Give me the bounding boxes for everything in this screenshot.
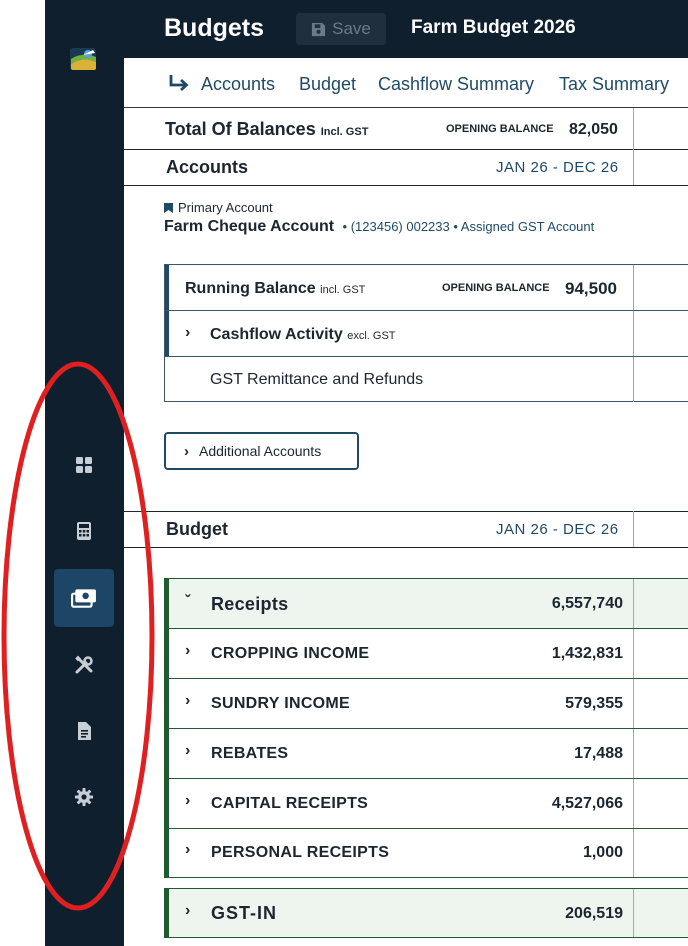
tools-icon — [74, 655, 94, 675]
gst-in-value: 206,519 — [565, 905, 623, 922]
chevron-right-icon: › — [185, 642, 191, 659]
tab-cashflow-summary[interactable]: Cashflow Summary — [378, 74, 535, 94]
budget-row-sundry-income[interactable] — [165, 679, 688, 729]
save-label: Save — [332, 19, 371, 38]
budget-row-cropping-income[interactable] — [165, 629, 688, 679]
budget-row-value: 17,488 — [574, 745, 623, 762]
top-bar — [124, 0, 688, 58]
save-icon — [311, 22, 326, 37]
app-logo — [69, 44, 99, 74]
budget-row-label: REBATES — [211, 745, 289, 762]
page-title: Budgets — [164, 14, 264, 42]
opening-balance-value: 82,050 — [569, 121, 618, 138]
tab-budget[interactable]: Budget — [299, 74, 357, 94]
accounts-title: Accounts — [166, 157, 249, 177]
money-icon — [71, 587, 97, 609]
nav-settings[interactable] — [54, 768, 114, 826]
tab-accounts[interactable]: Accounts — [201, 74, 276, 94]
gear-icon — [74, 787, 94, 807]
divider — [633, 149, 634, 185]
divider — [124, 149, 688, 150]
receipts-value: 6,557,740 — [551, 595, 623, 612]
chevron-right-icon: › — [185, 841, 191, 858]
budget-row-value: 4,527,066 — [551, 795, 623, 812]
chevron-down-icon: ˇ — [185, 593, 191, 610]
nav-calculator[interactable] — [54, 502, 114, 560]
left-margin — [0, 0, 45, 946]
nav-reports[interactable] — [54, 702, 114, 760]
chevron-right-icon: › — [185, 692, 191, 709]
calculator-icon — [74, 521, 94, 541]
running-opening-value: 94,500 — [565, 279, 617, 298]
account-info — [164, 218, 594, 236]
primary-account-label: Primary Account — [164, 200, 273, 215]
budget-row-label: PERSONAL RECEIPTS — [211, 844, 390, 861]
dashboard-icon — [74, 455, 94, 475]
budget-row-value: 579,355 — [565, 695, 623, 712]
total-balances-title: Total Of Balances Incl. GST — [165, 119, 369, 139]
accounts-date-range: JAN 26 - DEC 26 — [496, 159, 619, 176]
additional-accounts-button[interactable]: › Additional Accounts — [164, 432, 359, 470]
chevron-right-icon: › — [185, 324, 191, 341]
divider — [633, 108, 634, 149]
divider — [124, 511, 688, 512]
budget-date-range: JAN 26 - DEC 26 — [496, 521, 619, 538]
tab-bar — [124, 58, 688, 108]
cashflow-activity-row[interactable] — [165, 311, 688, 357]
gst-in-label: GST-IN — [211, 903, 278, 923]
nav-dashboard[interactable] — [54, 436, 114, 494]
cashflow-activity-label: Cashflow Activity excl. GST — [210, 326, 396, 343]
budget-row-rebates[interactable] — [165, 729, 688, 779]
budget-row-label: CROPPING INCOME — [211, 645, 370, 662]
account-table — [164, 264, 688, 402]
tab-tax-summary[interactable]: Tax Summary — [559, 74, 670, 94]
running-balance-row — [165, 265, 688, 311]
chevron-right-icon: › — [185, 792, 191, 809]
chevron-right-icon: › — [185, 902, 191, 919]
budget-name: Farm Budget 2026 — [411, 17, 576, 38]
budget-row-capital-receipts[interactable] — [165, 779, 688, 829]
receipts-label: Receipts — [211, 594, 289, 614]
account-name: Farm Cheque Account — [164, 218, 335, 235]
nav-budgets[interactable] — [54, 569, 114, 627]
document-icon — [74, 721, 94, 741]
chevron-right-icon: › — [185, 742, 191, 759]
gst-in-group — [164, 888, 688, 938]
divider — [633, 511, 634, 547]
budget-row-personal-receipts[interactable] — [165, 829, 688, 877]
bookmark-icon — [164, 203, 173, 213]
running-balance-label: Running Balance incl. GST — [185, 280, 366, 297]
budget-row-value: 1,432,831 — [551, 645, 623, 662]
nav-tools[interactable] — [54, 636, 114, 694]
divider — [124, 547, 688, 548]
save-button[interactable] — [296, 13, 386, 45]
sidebar — [45, 0, 124, 946]
main-content — [124, 108, 688, 946]
budget-row-label: CAPITAL RECEIPTS — [211, 795, 369, 812]
divider — [124, 185, 688, 186]
chevron-right-icon: › — [184, 442, 189, 460]
gst-remittance-row — [165, 357, 688, 402]
budget-row-label: SUNDRY INCOME — [211, 695, 351, 712]
gst-in-row[interactable] — [165, 889, 688, 937]
gst-remittance-label: GST Remittance and Refunds — [210, 371, 424, 388]
budget-row-value: 1,000 — [582, 844, 623, 861]
opening-balance-label: OPENING BALANCE — [446, 123, 554, 135]
receipts-header-row[interactable] — [165, 579, 688, 629]
account-detail: • (123456) 002233 • Assigned GST Account — [342, 219, 595, 234]
running-opening-label: OPENING BALANCE — [442, 282, 550, 294]
budget-title: Budget — [166, 519, 228, 539]
receipts-group — [164, 578, 688, 878]
return-arrow-icon — [168, 74, 190, 92]
